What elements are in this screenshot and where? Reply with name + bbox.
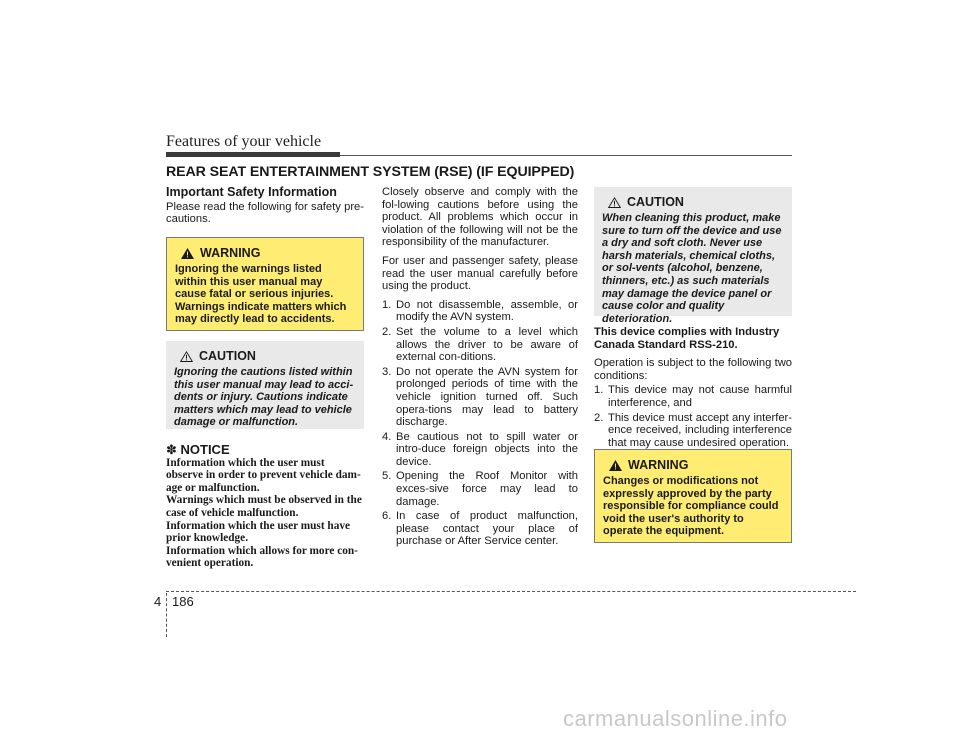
list-item [594,412,792,450]
warning-text: Ignoring the warnings listed within this user manual may cause fatal or serious injuries. Warnings indicate matters which may directly lead to accidents. [175,263,347,326]
footer-dashed-divider [166,593,167,637]
compliance-intro: Operation is subject to the following two conditions: [594,357,792,382]
caution-title-text: CAUTION [199,349,256,363]
caution-box [166,341,364,429]
safety-heading: Important Safety Information [166,185,337,199]
list-item-number: 1. [382,298,392,311]
compliance-heading: This device complies with Industry Canada Standard RSS-210. [594,326,780,351]
list-item-number: 2. [594,411,604,424]
caution-triangle-icon [180,351,193,362]
warning-title-text: WARNING [200,246,261,260]
list-item [382,470,578,508]
warning-title-text: WARNING [628,458,689,472]
header-bar [166,152,340,157]
list-item-text: Be cautious not to spill water or intro-duce foreign objects into the device. [396,430,578,468]
list-item-number: 4. [382,430,392,443]
header-rule [340,155,792,156]
list-item-number: 5. [382,470,392,483]
section-title: REAR SEAT ENTERTAINMENT SYSTEM (RSE) (IF EQUIPPED) [166,164,575,180]
list-item-text: This device may not cause harmful interference, and [608,384,792,409]
caution-title [608,195,784,209]
compliance-warning-box [594,449,792,543]
footer-dashed-rule [166,591,856,592]
caution-text: Ignoring the cautions listed within this user manual may lead to acci-dents or injury. Cautions indicate matters which may lead to vehicle damage or malfunction. [174,366,354,429]
column-left [166,186,364,232]
page-header-title: Features of your vehicle [166,133,322,150]
list-item-text: Set the volume to a level which allows the driver to be aware of external con-ditions. [396,325,578,364]
cautions-list [382,299,578,548]
list-item [382,299,578,324]
list-item-text: This device must accept any interfer-ence received, including interference that may cause undesired operation. [608,411,792,449]
compliance-warning-text: Changes or modifications not expressly approved by the party responsible for compliance could void the user's authority to operate the equipment. [603,475,779,538]
caution-triangle-icon [608,197,621,208]
list-item-text: Opening the Roof Monitor with exces-sive force may lead to damage. [396,470,578,508]
notice-line: Information which the user must observe in order to prevent vehicle dam-age or malfunction. [166,456,361,494]
list-item-number: 2. [382,325,392,338]
column-right [594,326,792,451]
list-item-text: Do not operate the AVN system for prolonged periods of time with the vehicle ignition turned off. Such opera-tions may lead to battery discharge. [396,365,578,429]
page-number: 186 [172,594,194,609]
notice-title: ✽ NOTICE [166,442,230,457]
warning-box [166,237,364,331]
conditions-list [594,384,792,449]
warning-triangle-icon [609,460,622,471]
list-item-text: Do not disassemble, assemble, or modify the AVN system. [396,298,578,324]
notice-section [166,444,364,570]
warning-title [609,458,783,472]
list-item [594,384,792,409]
notice-line: Warnings which must be observed in the case of vehicle malfunction. [166,494,362,519]
watermark: carmanualsonline.info [563,706,788,731]
chapter-number: 4 [154,594,162,609]
notice-line: Information which allows for more con-venient operation. [166,544,358,570]
notice-line: Information which the user must have prior knowledge. [166,519,350,545]
safety-intro: Please read the following for safety pre-cautions. [166,200,364,226]
cleaning-caution-box [594,187,792,325]
column-middle [382,186,578,550]
list-item [382,326,578,364]
warning-triangle-icon [181,248,194,259]
cleaning-caution-text: When cleaning this product, make sure to turn off the device and use a dry and soft cloth. Never use harsh materials, chemical cloths, or sol-vents (alcohol, benzene, thinners, etc.) as such materials may damage the device panel or cause color and quality deterioration. [602,212,782,325]
caution-title-text: CAUTION [627,195,684,209]
intro-paragraph: Closely observe and comply with the fol-lowing cautions before using the product. All problems which occur in violation of the following will not be the responsibility of the manufacturer. [382,186,578,249]
list-item-number: 3. [382,365,392,378]
list-item [382,366,578,429]
list-item [382,431,578,469]
warning-title [181,246,355,260]
list-item-number: 6. [382,510,392,523]
list-item-text: In case of product malfunction, please contact your place of purchase or After Service center. [396,510,578,548]
list-item [382,510,578,548]
safety-paragraph: For user and passenger safety, please read the user manual carefully before using the product. [382,254,578,293]
caution-title [180,349,356,363]
list-item-number: 1. [594,384,604,397]
